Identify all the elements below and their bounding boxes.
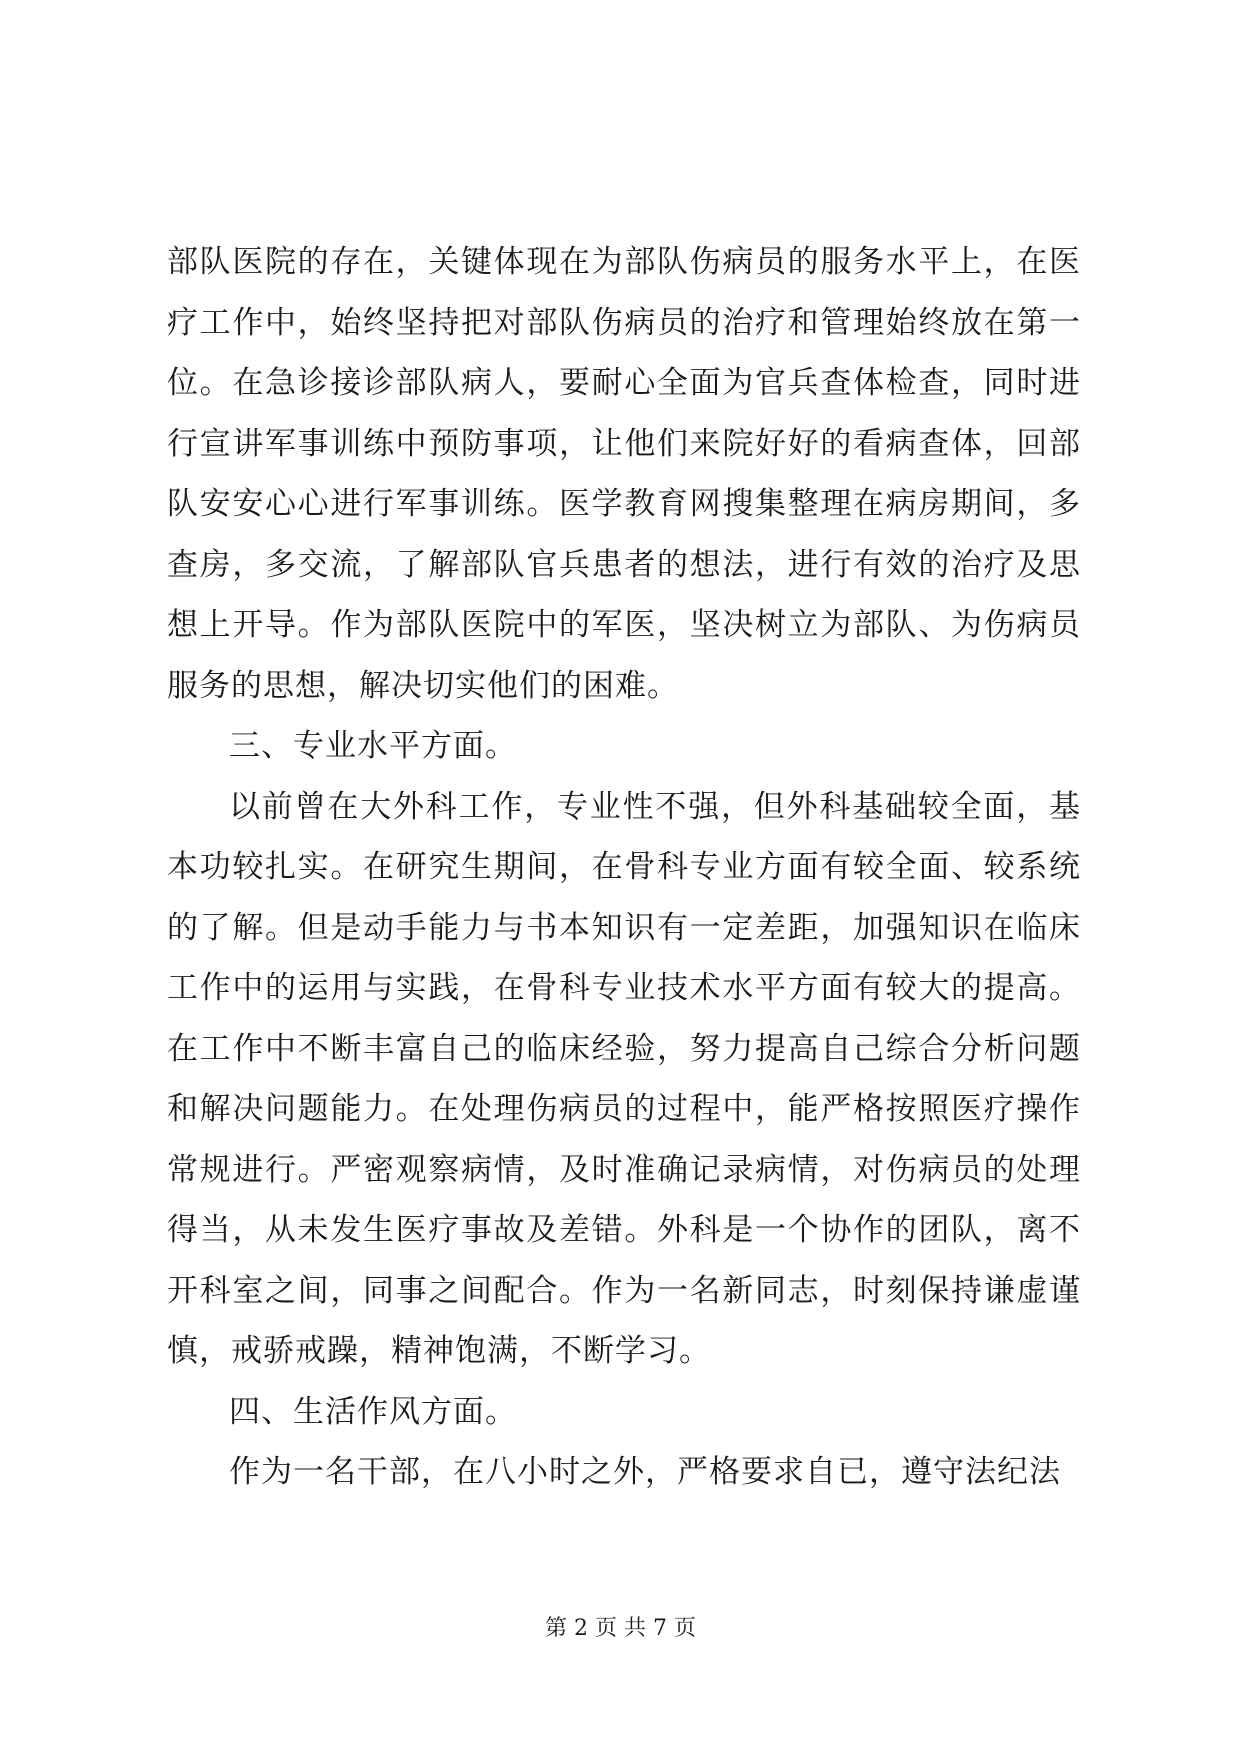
- paragraph-professional: 以前曾在大外科工作，专业性不强，但外科基础较全面，基本功较扎实。在研究生期间，在骨科专业方面有较全面、较系统的了解。但是动手能力与书本知识有一定差距，加强知识在临床工作中的运用与实践，在骨科专业技术水平方面有较大的提高。在工作中不断丰富自己的临床经验，努力提高自己综合分析问题和解决问题能力。在处理伤病员的过程中，能严格按照医疗操作常规进行。严密观察病情，及时准确记录病情，对伤病员的处理得当，从未发生医疗事故及差错。外科是一个协作的团队，离不开科室之间，同事之间配合。作为一名新同志，时刻保持谦虚谨慎，戒骄戒躁，精神饱满，不断学习。: [167, 788, 1081, 1369]
- paragraph-service: 部队医院的存在，关键体现在为部队伤病员的服务水平上，在医疗工作中，始终坚持把对部队伤病员的治疗和管理始终放在第一位。在急诊接诊部队病人，要耐心全面为官兵查体检查，同时进行宣讲军事训练中预防事项，让他们来院好好的看病查体，回部队安安心心进行军事训练。医学教育网搜集整理在病房期间，多查房，多交流，了解部队官兵患者的想法，进行有效的治疗及思想上开导。作为部队医院中的军医，坚决树立为部队、为伤病员服务的思想，解决切实他们的困难。: [167, 244, 1081, 704]
- section-heading-professional: 三、专业水平方面。: [229, 728, 517, 764]
- section-heading-lifestyle: 四、生活作风方面。: [229, 1393, 517, 1430]
- page-footer: 第 2 页 共 7 页: [545, 1616, 696, 1641]
- document-body: [167, 232, 1081, 1503]
- paragraph-lifestyle: 作为一名干部，在八小时之外，严格要求自已，遵守法纪法: [229, 1454, 1061, 1490]
